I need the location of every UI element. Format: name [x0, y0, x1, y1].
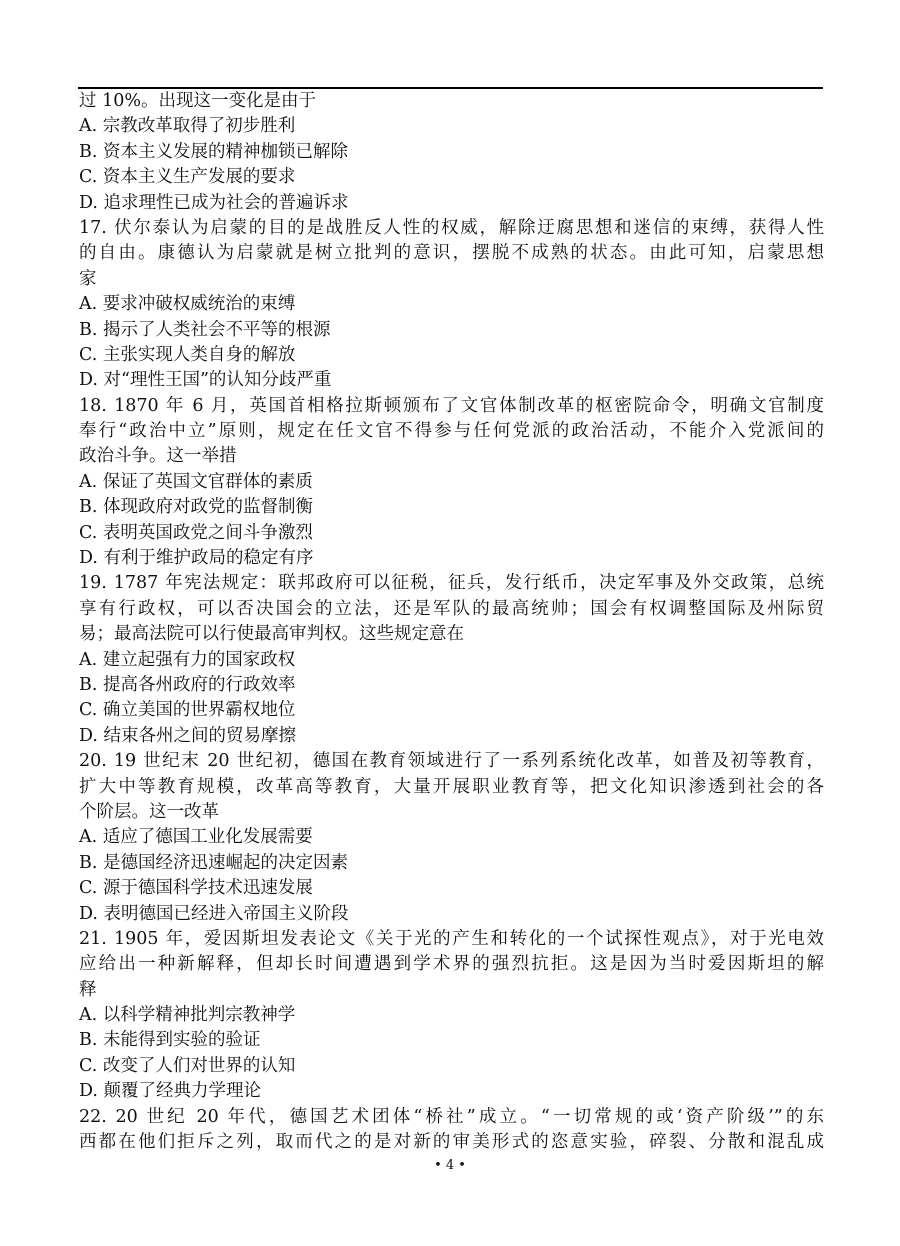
question-18-stem: 政治斗争。这一举措: [79, 446, 237, 467]
question-19-stem: 19. 1787 年宪法规定：联邦政府可以征税，征兵，发行纸币，决定军事及外交政策，总统: [79, 573, 824, 594]
option-a: A. 适应了德国工业化发展需要: [79, 827, 313, 848]
question-21-stem: 应给出一种新解释，但却长时间遭遇到学术界的强烈抗拒。这是因为当时爱因斯坦的解: [79, 954, 824, 975]
option-d: D. 结束各州之间的贸易摩擦: [79, 725, 297, 746]
option-d: D. 对“理性王国”的认知分歧严重: [79, 370, 332, 391]
question-20-stem: 20. 19 世纪末 20 世纪初，德国在教育领域进行了一系列系统化改革，如普及初等教育，: [79, 751, 824, 772]
page-content: [79, 89, 824, 1155]
option-c: C. 表明英国政党之间斗争激烈: [79, 522, 313, 543]
option-b: B. 提高各州政府的行政效率: [79, 674, 296, 695]
question-22-stem: 22. 20 世纪 20 年代，德国艺术团体“桥社”成立。“一切常规的或‘资产阶级’”的东: [79, 1106, 824, 1127]
page-number: • 4 •: [434, 1158, 466, 1173]
question-21-stem: 释: [79, 979, 97, 1000]
option-b: B. 未能得到实验的验证: [79, 1030, 261, 1051]
question-20-stem: 个阶层。这一改革: [79, 801, 219, 822]
question-18-stem: 18. 1870 年 6 月，英国首相格拉斯顿颁布了文官体制改革的枢密院命令，明确文官制度: [79, 395, 824, 416]
option-a: A. 要求冲破权威统治的束缚: [79, 294, 296, 315]
option-a: A. 保证了英国文官群体的素质: [79, 471, 313, 492]
question-21-stem: 21. 1905 年，爱因斯坦发表论文《关于光的产生和转化的一个试探性观点》，对于光电效: [79, 928, 824, 949]
option-c: C. 确立美国的世界霸权地位: [79, 700, 296, 721]
option-c: C. 主张实现人类自身的解放: [79, 344, 296, 365]
option-d: D. 表明德国已经进入帝国主义阶段: [79, 903, 349, 924]
question-17-stem: 家: [79, 268, 97, 289]
option-a: A. 宗教改革取得了初步胜利: [79, 116, 296, 137]
option-a: A. 建立起强有力的国家政权: [79, 649, 296, 670]
question-17-stem: 17. 伏尔泰认为启蒙的目的是战胜反人性的权威，解除迂腐思想和迷信的束缚，获得人性: [79, 217, 824, 238]
option-c: C. 改变了人们对世界的认知: [79, 1055, 296, 1076]
text-line: 过 10%。出现这一变化是由于: [79, 91, 316, 111]
question-20-stem: 扩大中等教育规模，改革高等教育，大量开展职业教育等，把文化知识渗透到社会的各: [79, 776, 824, 797]
option-a: A. 以科学精神批判宗教神学: [79, 1005, 296, 1026]
option-d: D. 追求理性已成为社会的普遍诉求: [79, 192, 349, 213]
option-b: B. 揭示了人类社会不平等的根源: [79, 319, 331, 340]
option-c: C. 源于德国科学技术迅速发展: [79, 878, 313, 899]
option-b: B. 体现政府对政党的监督制衡: [79, 497, 313, 518]
option-d: D. 有利于维护政局的稳定有序: [79, 548, 314, 569]
question-19-stem: 易；最高法院可以行使最高审判权。这些规定意在: [79, 624, 464, 645]
question-19-stem: 享有行政权，可以否决国会的立法，还是军队的最高统帅；国会有权调整国际及州际贸: [79, 598, 824, 619]
option-d: D. 颠覆了经典力学理论: [79, 1081, 262, 1102]
question-17-stem: 的自由。康德认为启蒙就是树立批判的意识，摆脱不成熟的状态。由此可知，启蒙思想: [79, 243, 824, 264]
option-b: B. 资本主义发展的精神枷锁已解除: [79, 141, 348, 162]
option-c: C. 资本主义生产发展的要求: [79, 167, 296, 188]
question-22-stem: 西都在他们拒斥之列，取而代之的是对新的审美形式的恣意实验，碎裂、分散和混乱成: [79, 1132, 824, 1153]
question-18-stem: 奉行“政治中立”原则，规定在任文官不得参与任何党派的政治活动，不能介入党派间的: [79, 421, 824, 442]
option-b: B. 是德国经济迅速崛起的决定因素: [79, 852, 348, 873]
